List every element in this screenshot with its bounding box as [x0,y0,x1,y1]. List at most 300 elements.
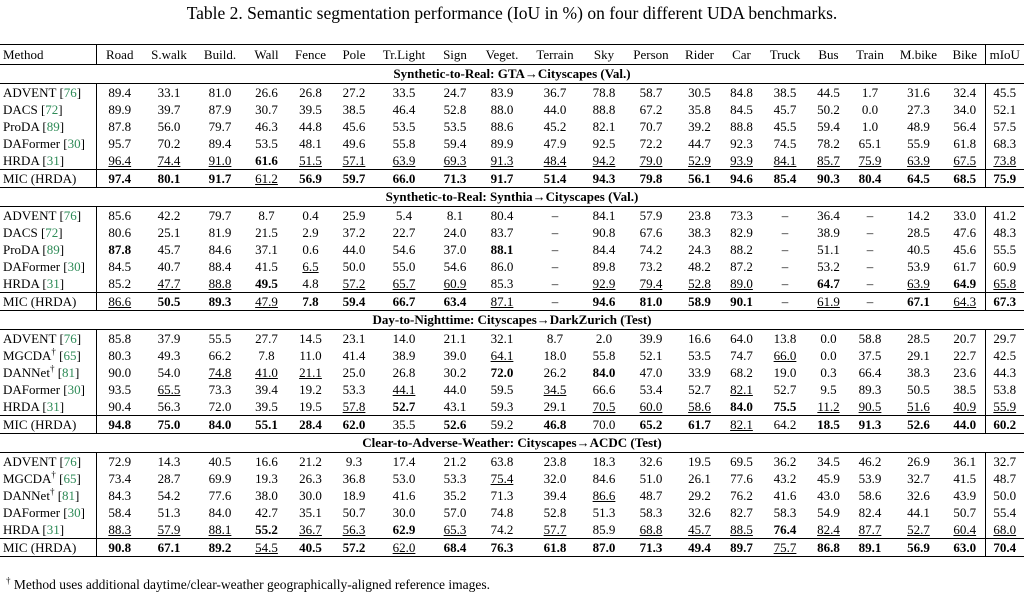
value-cell: 89.3 [195,293,245,311]
citation-link[interactable]: 81 [62,488,76,503]
value-cell: 84.6 [592,471,616,486]
value-cell: 61.7 [953,259,977,274]
table-row [0,470,1024,487]
value-cell: 87.9 [208,102,232,117]
value-cell: 44.0 [543,102,567,117]
value-cell: – [781,208,789,223]
value-cell: 63.4 [433,293,477,311]
value-cell: 52.7 [773,382,797,397]
value-cell: 94.3 [583,170,625,188]
value-cell: 89.3 [858,382,882,397]
value-cell: 80.3 [96,347,143,364]
value-cell: – [551,208,559,223]
value-cell: 91.3 [490,153,514,168]
value-cell: 70.0 [583,416,625,434]
method-cell: ADVENT [76] [3,454,82,469]
value-cell: 78.2 [817,136,840,151]
value-cell: 39.0 [443,348,467,363]
table-row [0,224,1024,241]
value-cell: 6.5 [302,259,319,274]
value-cell: 51.3 [592,505,616,520]
method-cell: ADVENT [76] [3,331,82,346]
value-cell: 58.7 [639,85,663,100]
citation-link[interactable]: 89 [46,119,60,134]
value-cell: 51.0 [639,471,663,486]
value-cell: 38.5 [773,85,797,100]
method-cell [0,293,96,311]
method-cell: ProDA [89] [3,119,65,134]
value-cell: 65.3 [443,522,467,537]
citation-link[interactable]: 65 [63,471,77,486]
value-cell: 93.5 [96,381,143,398]
value-cell: 30.2 [443,365,467,380]
value-cell: 85.2 [96,275,143,293]
table-row [0,152,1024,170]
value-cell: 52.7 [688,382,711,397]
value-cell: 44.1 [392,382,416,397]
value-cell: 18.0 [543,348,567,363]
method-name: MIC (HRDA) [3,294,77,309]
method-cell: DAFormer [30] [3,136,85,151]
value-cell: 38.3 [907,365,930,380]
value-cell: 52.1 [985,101,1024,118]
method-name: MIC (HRDA) [3,417,77,432]
value-cell: 43.2 [773,471,797,486]
value-cell: 80.4 [490,208,514,223]
value-cell: 35.1 [299,505,322,520]
section-header-row [0,65,1024,84]
value-cell: 70.4 [985,539,1024,557]
value-cell: 55.8 [592,348,616,363]
value-cell: 39.7 [157,102,181,117]
column-header: Bus [818,47,839,62]
value-cell: 51.5 [299,153,322,168]
value-cell: 7.8 [288,293,333,311]
value-cell: 37.0 [443,242,467,257]
value-cell: 86.8 [809,539,848,557]
value-cell: 23.6 [953,365,977,380]
value-cell: 72.2 [639,136,663,151]
value-cell: 13.8 [773,331,797,346]
value-cell: 72.9 [96,453,143,471]
value-cell: 48.9 [907,119,930,134]
value-cell: 28.7 [157,471,181,486]
value-cell: 30.0 [299,488,322,503]
value-cell: 55.0 [392,259,416,274]
value-cell: 21.5 [255,225,278,240]
citation-link[interactable]: 76 [63,208,77,223]
value-cell: 84.1 [592,208,616,223]
citation-link[interactable]: 31 [46,153,60,168]
value-cell: 94.8 [96,416,143,434]
value-cell: 27.7 [255,331,278,346]
value-cell: 87.2 [730,259,753,274]
value-cell: 36.8 [342,471,366,486]
value-cell: 44.0 [443,382,467,397]
value-cell: 88.8 [208,276,232,291]
value-cell: 16.6 [688,331,711,346]
table-row [0,258,1024,275]
column-header: M.bike [899,47,938,62]
value-cell: 80.1 [143,170,195,188]
value-cell: 97.4 [96,170,143,188]
citation-link[interactable]: 31 [46,522,60,537]
value-cell: 53.4 [639,382,663,397]
value-cell: 34.0 [953,102,977,117]
column-header: Fence [294,47,327,62]
value-cell: 89.2 [195,539,245,557]
value-cell: 59.4 [333,293,375,311]
value-cell: 41.6 [773,488,797,503]
value-cell: 66.7 [375,293,433,311]
value-cell: 66.4 [858,365,882,380]
value-cell: 64.2 [761,416,809,434]
value-cell: 89.4 [96,84,143,102]
value-cell: 87.1 [477,293,527,311]
value-cell: 64.1 [490,348,514,363]
value-cell: 93.9 [730,153,753,168]
column-header: Wall [254,47,279,62]
method-cell: ProDA [89] [3,242,65,257]
value-cell: 30.0 [392,505,416,520]
dagger-mark: † [51,346,56,357]
value-cell: 58.9 [677,293,722,311]
value-cell: 42.2 [157,208,181,223]
value-cell: 88.5 [730,522,753,537]
value-cell: 49.3 [157,348,181,363]
value-cell: – [866,208,874,223]
value-cell: 64.7 [817,276,840,291]
value-cell: 46.3 [255,119,278,134]
value-cell: 92.3 [730,136,753,151]
value-cell: 57.9 [639,208,663,223]
value-cell: 68.8 [639,522,663,537]
value-cell: 44.3 [985,364,1024,381]
value-cell: 26.6 [255,85,278,100]
value-cell: 39.4 [255,382,278,397]
value-cell: 84.6 [208,242,232,257]
value-cell: 82.7 [730,505,753,520]
value-cell: 38.9 [392,348,416,363]
value-cell: 29.2 [688,488,711,503]
citation-link[interactable]: 72 [45,102,59,117]
value-cell: 2.9 [302,225,319,240]
value-cell: 26.3 [299,471,322,486]
value-cell: – [866,276,874,291]
value-cell: 53.8 [985,381,1024,398]
value-cell: 84.0 [592,365,616,380]
value-cell: 87.8 [96,118,143,135]
value-cell: 74.2 [490,522,514,537]
value-cell: 76.3 [477,539,527,557]
value-cell: 79.8 [625,170,677,188]
value-cell: 84.5 [730,102,753,117]
value-cell: 27.3 [907,102,930,117]
value-cell: – [781,259,789,274]
value-cell: 47.0 [639,365,663,380]
value-cell: 90.0 [96,364,143,381]
value-cell: 69.3 [443,153,467,168]
value-cell: 80.6 [96,224,143,241]
value-cell: 57.2 [333,539,375,557]
section-header-row [0,311,1024,330]
value-cell: 75.7 [761,539,809,557]
value-cell: 94.6 [583,293,625,311]
citation-link[interactable]: 72 [45,225,59,240]
value-cell: 35.5 [375,416,433,434]
value-cell: 19.5 [299,399,322,414]
citation-link[interactable]: 30 [67,382,81,397]
footnote [6,577,490,593]
value-cell: 66.0 [773,348,797,363]
value-cell: 52.8 [688,276,711,291]
value-cell: 38.9 [817,225,840,240]
value-cell: 85.7 [817,153,840,168]
value-cell: 65.8 [985,275,1024,293]
value-cell: 85.4 [761,170,809,188]
citation-link[interactable]: 81 [62,365,76,380]
value-cell: 58.6 [688,399,711,414]
table-row [0,101,1024,118]
value-cell: 75.0 [143,416,195,434]
value-cell: 67.2 [639,102,663,117]
value-cell: 75.9 [858,153,882,168]
value-cell: 91.0 [208,153,232,168]
value-cell: 82.4 [817,522,840,537]
value-cell: 49.5 [255,276,278,291]
value-cell: 35.8 [688,102,711,117]
method-name: ProDA [3,242,40,257]
value-cell: 88.1 [208,522,232,537]
value-cell: 44.8 [299,119,322,134]
value-cell: 63.8 [490,454,514,469]
value-cell: 19.5 [688,454,711,469]
value-cell: 55.8 [392,136,416,151]
value-cell: 50.7 [342,505,366,520]
value-cell: 71.3 [625,539,677,557]
value-cell: 87.8 [96,241,143,258]
value-cell: 74.8 [490,505,514,520]
value-cell: 23.8 [688,208,711,223]
value-cell: 5.4 [395,208,413,223]
value-cell: 79.7 [208,208,232,223]
value-cell: 53.9 [907,259,930,274]
value-cell: 53.3 [443,471,467,486]
value-cell: 52.8 [443,102,467,117]
value-cell: 46.4 [392,102,416,117]
value-cell: 64.9 [953,276,977,291]
value-cell: 58.6 [858,488,882,503]
method-cell [0,170,96,188]
method-cell: DACS [72] [3,102,63,117]
value-cell: 32.6 [688,505,711,520]
value-cell: 0.0 [861,102,879,117]
value-cell: 48.7 [985,470,1024,487]
value-cell: 47.6 [953,225,977,240]
section-header-row [0,188,1024,207]
value-cell: 40.7 [157,259,181,274]
column-header: Road [96,45,143,65]
value-cell: 52.7 [907,522,930,537]
value-cell: – [866,225,874,240]
value-cell: 47.7 [157,276,181,291]
value-cell: 67.6 [639,225,663,240]
value-cell: 33.5 [392,85,416,100]
value-cell: 11.0 [299,348,322,363]
value-cell: 37.2 [342,225,366,240]
value-cell: 85.3 [490,276,514,291]
method-cell: DACS [72] [3,225,63,240]
table-row [0,504,1024,521]
citation-link[interactable]: 89 [46,242,60,257]
value-cell: 40.5 [208,454,232,469]
value-cell: 27.2 [342,85,366,100]
value-cell: 50.5 [907,382,930,397]
value-cell: 32.6 [907,488,930,503]
citation-link[interactable]: 31 [46,399,60,414]
value-cell: 95.7 [96,135,143,152]
value-cell: 87.0 [583,539,625,557]
value-cell: 29.1 [543,399,567,414]
value-cell: 87.7 [858,522,882,537]
value-cell: 90.8 [96,539,143,557]
value-cell: 48.1 [299,136,322,151]
value-cell: 75.5 [773,399,797,414]
value-cell: 54.6 [392,242,416,257]
value-cell: 45.2 [543,119,567,134]
value-cell: 74.5 [773,136,797,151]
value-cell: 32.4 [953,85,977,100]
value-cell: 64.3 [945,293,985,311]
value-cell: 45.5 [773,119,797,134]
value-cell: 49.6 [342,136,366,151]
value-cell: 41.2 [985,207,1024,225]
table-row [0,521,1024,539]
value-cell: 40.5 [907,242,930,257]
value-cell: 57.7 [543,522,567,537]
method-cell: HRDA [31] [3,522,65,537]
value-cell: 21.2 [299,454,322,469]
value-cell: 53.9 [858,471,882,486]
value-cell: 57.9 [157,522,181,537]
value-cell: 67.1 [892,293,945,311]
table-row [0,135,1024,152]
value-cell: 77.6 [208,488,232,503]
value-cell: 61.9 [809,293,848,311]
value-cell: 41.6 [392,488,416,503]
dagger-mark: † [51,469,56,480]
value-cell: 14.3 [157,454,181,469]
value-cell: 84.0 [730,399,753,414]
table-row [0,398,1024,416]
value-cell: 84.8 [730,85,753,100]
value-cell: 63.0 [945,539,985,557]
value-cell: 36.2 [773,454,797,469]
value-cell: – [781,225,789,240]
value-cell: – [761,293,809,311]
value-cell: 83.9 [490,85,514,100]
value-cell: 86.0 [490,259,514,274]
value-cell: 77.6 [730,471,753,486]
citation-link[interactable]: 76 [63,85,77,100]
method-cell: ADVENT [76] [3,85,82,100]
value-cell: 84.0 [208,505,232,520]
value-cell: 84.5 [96,258,143,275]
citation-link[interactable]: 30 [67,505,81,520]
header-row [0,45,1024,65]
value-cell: 91.7 [477,170,527,188]
method-cell: DANNet† [81] [3,486,80,503]
value-cell: 70.5 [592,399,616,414]
method-cell: MGCDA† [65] [3,469,81,486]
value-cell: 48.3 [985,224,1024,241]
value-cell: 36.4 [817,208,840,223]
column-header: Sky [593,47,615,62]
value-cell: 59.5 [490,382,514,397]
value-cell: 78.8 [592,85,616,100]
value-cell: 0.0 [820,331,837,346]
value-cell: 63.9 [392,153,416,168]
value-cell: 51.4 [527,170,583,188]
value-cell: 88.8 [730,119,753,134]
value-cell: 0.3 [820,365,837,380]
value-cell: 33.1 [157,85,181,100]
value-cell: 88.6 [490,119,514,134]
citation-link[interactable]: 76 [63,454,77,469]
value-cell: 45.7 [157,242,181,257]
value-cell: 79.7 [208,119,232,134]
value-cell: 4.8 [302,276,319,291]
section-header-row [0,434,1024,453]
table-row [0,487,1024,504]
value-cell: 14.2 [907,208,930,223]
value-cell: 38.0 [255,488,278,503]
citation-link[interactable]: 65 [63,348,77,363]
value-cell: 96.4 [96,152,143,170]
value-cell: 60.2 [985,416,1024,434]
value-cell: 73.3 [730,208,753,223]
value-cell: 54.5 [245,539,288,557]
value-cell: 45.7 [773,102,797,117]
method-cell: DAFormer [30] [3,505,85,520]
citation-link[interactable]: 31 [46,276,60,291]
value-cell: 57.2 [342,276,366,291]
value-cell: 0.6 [302,242,319,257]
column-header: Veget. [485,47,519,62]
value-cell: 22.7 [392,225,416,240]
value-cell: – [866,242,874,257]
value-cell: 59.7 [333,170,375,188]
citation-link[interactable]: 30 [67,136,81,151]
citation-link[interactable]: 76 [63,331,77,346]
value-cell: 88.2 [730,242,753,257]
value-cell: 9.5 [820,382,837,397]
value-cell: 59.4 [443,136,467,151]
section-title: Synthetic-to-Real: GTA→Cityscapes (Val.) [0,65,1024,84]
value-cell: 31.6 [907,85,930,100]
value-cell: 52.1 [639,348,663,363]
citation-link[interactable]: 30 [67,259,81,274]
value-cell: 26.9 [907,454,930,469]
method-name: MIC (HRDA) [3,540,77,555]
value-cell: 39.5 [255,399,278,414]
column-header: Train [856,47,884,62]
value-cell: 71.3 [490,488,514,503]
value-cell: 50.2 [817,102,840,117]
value-cell: 60.0 [639,399,663,414]
table-row [0,330,1024,348]
value-cell: 22.7 [953,348,977,363]
